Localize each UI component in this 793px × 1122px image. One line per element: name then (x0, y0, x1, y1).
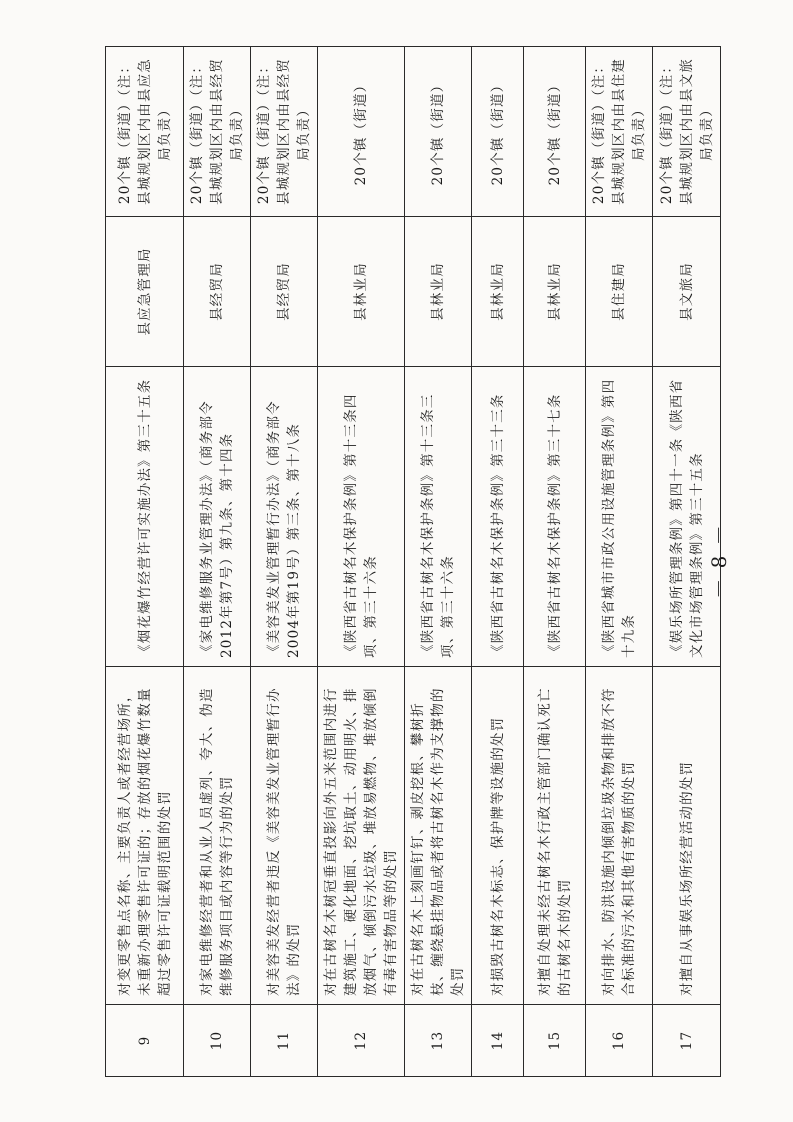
matter-description: 对在古树名木树冠垂直投影向外五米范围内进行建筑施工、硬化地面、挖坑取土、动用明火、排放烟气、倾倒污水垃圾、堆放易燃物、堆放倾倒有毒有害物品等的处罚 (318, 667, 405, 1005)
legal-basis: 《娱乐场所管理条例》第四十一条《陕西省文化市场管理条例》第三十五条 (653, 367, 721, 667)
responsible-department: 县经贸局 (251, 217, 318, 367)
implementation-scope: 20个镇（街道）（注：县城规划区内由县经贸局负责） (251, 47, 318, 217)
implementation-scope: 20个镇（街道）（注：县城规划区内由县住建局负责） (586, 47, 653, 217)
row-number: 9 (106, 1005, 184, 1077)
legal-basis: 《烟花爆竹经营许可实施办法》第三十五条 (106, 367, 184, 667)
implementation-scope: 20个镇（街道）（注：县城规划区内由县应急局负责） (106, 47, 184, 217)
responsible-department: 县应急管理局 (106, 217, 184, 367)
legal-basis: 《美容美发业管理暂行办法》（商务部令2004年第19号）第三条、第十八条 (251, 367, 318, 667)
row-number: 13 (405, 1005, 472, 1077)
implementation-scope: 20个镇（街道）（注：县城规划区内由县经贸局负责） (184, 47, 251, 217)
table-row (524, 47, 586, 1077)
table-row (184, 47, 251, 1077)
matter-description: 对美容美发经营者违反《美容美发业管理暂行办法》的处罚 (251, 667, 318, 1005)
table-row (405, 47, 472, 1077)
responsible-department: 县林业局 (472, 217, 524, 367)
responsible-department: 县林业局 (318, 217, 405, 367)
row-number: 16 (586, 1005, 653, 1077)
legal-basis: 《陕西省古树名木保护条例》第三十七条 (524, 367, 586, 667)
table-row (106, 47, 184, 1077)
matter-description: 对家电维修经营者和从业人员虚列、夸大、伪造维修服务项目或内容等行为的处罚 (184, 667, 251, 1005)
legal-basis: 《陕西省古树名木保护条例》第三十三条 (472, 367, 524, 667)
enforcement-items-table (105, 46, 721, 1077)
responsible-department: 县经贸局 (184, 217, 251, 367)
table-row (586, 47, 653, 1077)
implementation-scope: 20个镇（街道） (524, 47, 586, 217)
implementation-scope: 20个镇（街道） (318, 47, 405, 217)
table-row (472, 47, 524, 1077)
row-number: 10 (184, 1005, 251, 1077)
implementation-scope: 20个镇（街道）（注：县城规划区内由县文旅局负责） (653, 47, 721, 217)
row-number: 14 (472, 1005, 524, 1077)
legal-basis: 《家电维修服务业管理办法》（商务部令2012年第7号）第九条、第十四条 (184, 367, 251, 667)
matter-description: 对向排水、防洪设施内倾倒垃圾杂物和排放不符合标准的污水和其他有害物质的处罚 (586, 667, 653, 1005)
matter-description: 对擅自处理未经古树名木行政主管部门确认死亡的古树名木的处罚 (524, 667, 586, 1005)
matter-description: 对变更零售点名称、主要负责人或者经营场所，未重新办理零售许可证的；存放的烟花爆竹数量超过零售许可证载明范围的处罚 (106, 667, 184, 1005)
matter-description: 对擅自从事娱乐场所经营活动的处罚 (653, 667, 721, 1005)
page-number: － 8 － (707, 523, 731, 599)
responsible-department: 县林业局 (405, 217, 472, 367)
implementation-scope: 20个镇（街道） (405, 47, 472, 217)
responsible-department: 县文旅局 (653, 217, 721, 367)
legal-basis: 《陕西省古树名木保护条例》第十三条四项、第三十六条 (318, 367, 405, 667)
row-number: 17 (653, 1005, 721, 1077)
implementation-scope: 20个镇（街道） (472, 47, 524, 217)
responsible-department: 县住建局 (586, 217, 653, 367)
table-row (251, 47, 318, 1077)
row-number: 11 (251, 1005, 318, 1077)
matter-description: 对在古树名木上刻画钉钉、剥皮挖根、攀树折枝、缠绕悬挂物品或者将古树名木作为支撑物的处罚 (405, 667, 472, 1005)
row-number: 12 (318, 1005, 405, 1077)
row-number: 15 (524, 1005, 586, 1077)
legal-basis: 《陕西省古树名木保护条例》第十三条三项、第三十六条 (405, 367, 472, 667)
table-row (318, 47, 405, 1077)
matter-description: 对损毁古树名木标志、保护牌等设施的处罚 (472, 667, 524, 1005)
legal-basis: 《陕西省城市市政公用设施管理条例》第四十九条 (586, 367, 653, 667)
responsible-department: 县林业局 (524, 217, 586, 367)
